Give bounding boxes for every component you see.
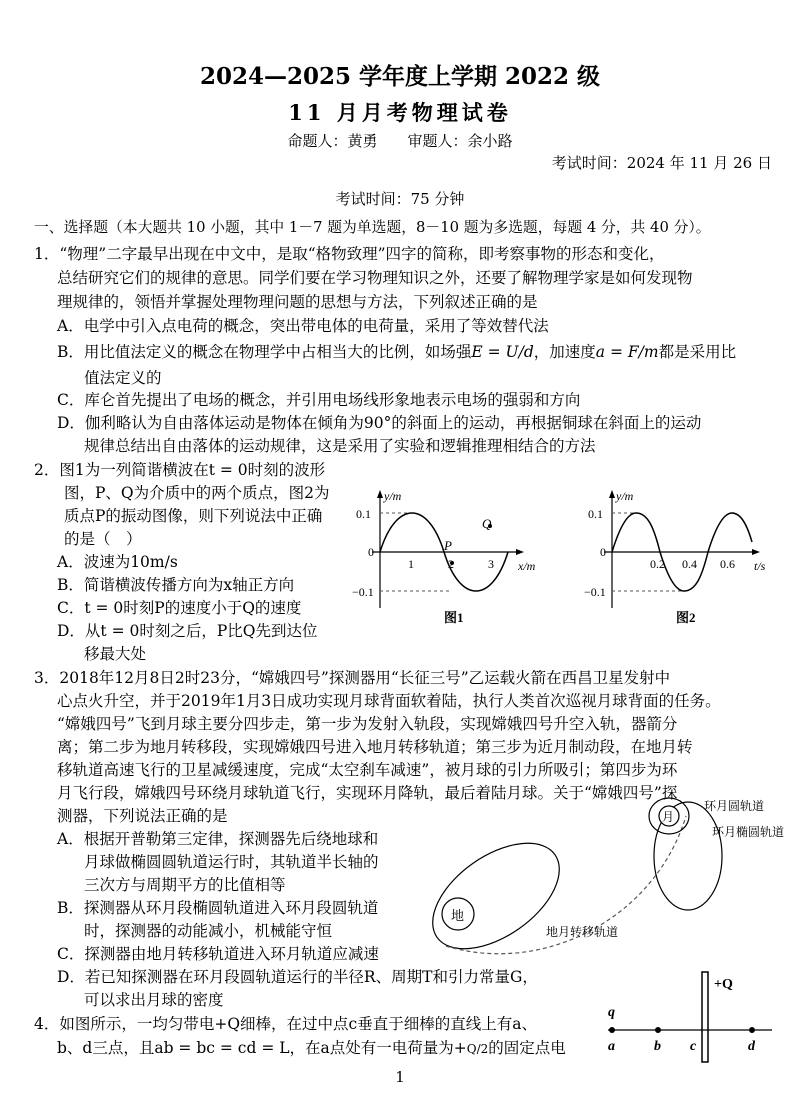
q2-stem-line-3: 质点P的振动图像，则下列说法中正确 xyxy=(64,507,323,525)
q4-stem-line-2-tail: 的固定点电 xyxy=(488,1039,566,1057)
fig1-xtick-1: 1 xyxy=(408,557,414,571)
q3-stem-line-3: “嫦娥四号”飞到月球主要分四步走，第一步为发射入轨段，实现嫦娥四号升空入轨，器箭分 xyxy=(57,715,678,733)
author-line: 命题人：黄勇 审题人：余小路 xyxy=(287,132,513,150)
exam-subtitle: 11 月月考物理试卷 xyxy=(288,100,512,125)
label-c: c xyxy=(690,1039,697,1054)
q2-option-d-cont: 移最大处 xyxy=(84,645,147,663)
q3-option-a-cont-1: 月球做椭圆圆轨道运行时，其轨道半长轴的 xyxy=(84,853,379,871)
exam-duration: 考试时间：75 分钟 xyxy=(335,190,465,208)
fig1-ytick-bottom: −0.1 xyxy=(352,585,374,599)
q2-option-d: D．从t = 0时刻之后，P比Q先到达位 xyxy=(57,622,318,640)
label-transfer-orbit: 地月转移轨道 xyxy=(546,925,619,939)
fig1-xtick-2: 2 xyxy=(448,557,454,571)
charge-q-label: q xyxy=(608,1005,615,1020)
q2-figure-1 xyxy=(340,488,540,628)
q2-option-b: B．简谐横波传播方向为x轴正方向 xyxy=(57,576,295,594)
q1-stem-line-2: 总结研究它们的规律的意思。同学们要在学习物理知识之外，还要了解物理学家是如何发现物 xyxy=(57,269,693,287)
q1-option-c: C．库仑首先提出了电场的概念，并引用电场线形象地表示电场的强弱和方向 xyxy=(57,391,581,409)
q2-stem-line-2: 图，P、Q为介质中的两个质点，图2为 xyxy=(64,484,330,502)
fig1-label-q: Q xyxy=(482,516,492,531)
fig1-ytick-zero: 0 xyxy=(368,545,374,559)
q3-option-b-cont: 时，探测器的动能减小，机械能守恒 xyxy=(84,922,333,940)
fig2-xlabel: t/s xyxy=(754,559,766,573)
q3-option-d-cont: 可以求出月球的密度 xyxy=(84,991,224,1009)
fig1-xlabel: x/m xyxy=(518,559,536,573)
q1-option-b-tail: 都是采用比 xyxy=(658,343,737,361)
fig2-caption: 图2 xyxy=(676,610,696,625)
fig1-x-arrow xyxy=(516,549,524,555)
q3-option-b: B．探测器从环月段椭圆轨道进入环月段圆轨道 xyxy=(57,899,379,917)
fig2-ytick-bottom: −0.1 xyxy=(584,585,606,599)
q3-stem-line-6: 月飞行段，嫦娥四号环绕月球轨道飞行，实现环月降轨，最后着陆月球。关于“嫦娥四号”探 xyxy=(57,784,678,802)
fig2-xtick-1: 0.2 xyxy=(650,557,665,571)
earth-label: 地 xyxy=(451,908,465,923)
q1-option-b-formula-a: a = F/m xyxy=(595,343,659,361)
q3-option-a: A．根据开普勒第三定律，探测器先后绕地球和 xyxy=(57,830,379,848)
point-a xyxy=(609,1027,615,1033)
q1-option-b-cont: 值法定义的 xyxy=(84,369,162,387)
q1-stem-line-3: 理规律的，领悟并掌握处理物理问题的思想与方法，下列叙述正确的是 xyxy=(57,293,538,311)
label-lunar-ellipse-orbit: 环月椭圆轨道 xyxy=(712,825,785,839)
charged-rod xyxy=(702,972,708,1062)
fig1-ytick-top: 0.1 xyxy=(356,507,371,521)
point-b xyxy=(655,1027,661,1033)
q1-option-b xyxy=(57,342,736,362)
q2-option-a: A．波速为10m/s xyxy=(57,553,178,571)
fig1-y-arrow xyxy=(377,490,383,498)
fig2-xtick-3: 0.6 xyxy=(720,557,735,571)
exam-title: 2024—2025 学年度上学期 2022 级 xyxy=(199,63,601,90)
label-b: b xyxy=(654,1039,661,1054)
label-a: a xyxy=(608,1039,615,1054)
q3-option-a-cont-2: 三次方与周期平方的比值相等 xyxy=(84,876,286,894)
page-number: 1 xyxy=(395,1068,405,1086)
q1-option-b-mid: ，加速度 xyxy=(533,343,596,361)
label-d: d xyxy=(748,1039,755,1054)
point-d xyxy=(749,1027,755,1033)
q3-orbit-figure xyxy=(426,796,786,956)
q2-stem-line-1: 2．图1为一列简谐横波在t = 0时刻的波形 xyxy=(34,461,326,479)
q4-stem-line-1: 4．如图所示，一均匀带电+Q细棒，在过中点c垂直于细棒的直线上有a、 xyxy=(34,1015,537,1033)
q3-stem-line-7: 测器，下列说法正确的是 xyxy=(57,807,228,825)
q1-option-b-formula-e: E = U/d xyxy=(471,343,534,361)
fig1-xtick-3: 3 xyxy=(488,557,494,571)
section-title: 一、选择题（本大题共 10 小题，其中 1－7 题为单选题，8－10 题为多选题，每题 4 分，共 40 分）。 xyxy=(34,219,711,236)
q3-stem-line-4: 离；第二步为地月转移段，实现嫦娥四号进入地月转移轨道；第三步为近月制动段，在地月转 xyxy=(57,738,693,756)
q1-option-b-text: B．用比值法定义的概念在物理学中占相当大的比例，如场强 xyxy=(57,343,472,361)
fig2-x-arrow xyxy=(752,549,760,555)
q1-option-a: A．电学中引入点电荷的概念，突出带电体的电荷量，采用了等效替代法 xyxy=(57,317,549,335)
q3-option-d: D．若已知探测器在环月段圆轨道运行的半径R、周期T和引力常量G， xyxy=(57,968,538,986)
fig1-caption: 图1 xyxy=(444,610,464,625)
q1-option-d-cont: 规律总结出自由落体的运动规律，这是采用了实验和逻辑推理相结合的方法 xyxy=(84,437,596,455)
q3-stem-line-1: 3．2018年12月8日2时23分，“嫦娥四号”探测器用“长征三号”乙运载火箭在西昌卫星发射中 xyxy=(34,669,671,687)
q4-stem-line-2 xyxy=(57,1038,566,1059)
moon-label: 月 xyxy=(662,810,675,824)
exam-date: 考试时间：2024 年 11 月 26 日 xyxy=(551,154,772,172)
fig1-ylabel: y/m xyxy=(384,489,402,503)
q1-stem-line-1: 1．“物理”二字最早出现在中文中，是取“格物致理”四字的简称，即考察事物的形态和变化， xyxy=(34,245,665,263)
label-lunar-circle-orbit: 环月圆轨道 xyxy=(704,799,765,813)
q4-stem-line-2-text: b、d三点，且ab = bc = cd = L，在a点处有一电荷量为+ xyxy=(57,1039,467,1057)
fig2-ylabel: y/m xyxy=(616,489,634,503)
fig2-xtick-2: 0.4 xyxy=(682,557,697,571)
q1-option-d: D．伽利略认为自由落体运动是物体在倾角为90°的斜面上的运动，再根据铜球在斜面上的运动 xyxy=(57,414,702,432)
q4-charge-fraction: Q/2 xyxy=(466,1042,489,1056)
q2-figure-2 xyxy=(572,488,772,628)
q2-option-c: C．t = 0时刻P的速度小于Q的速度 xyxy=(57,599,302,617)
rod-label: +Q xyxy=(714,977,733,992)
q3-option-c: C．探测器由地月转移轨道进入环月轨道应减速 xyxy=(57,945,379,963)
fig2-ytick-top: 0.1 xyxy=(588,507,603,521)
q3-stem-line-2: 心点火升空，并于2019年1月3日成功实现月球背面软着陆，执行人类首次巡视月球背面的任务。 xyxy=(57,692,721,710)
fig2-y-arrow xyxy=(609,490,615,498)
q3-stem-line-5: 移轨道高速飞行的卫星减缓速度，完成“太空刹车减速”，被月球的引力所吸引；第四步为环 xyxy=(57,761,678,779)
q4-charge-figure xyxy=(596,968,786,1068)
q2-stem-line-4: 的是（ ） xyxy=(64,530,142,548)
fig2-ytick-zero: 0 xyxy=(600,545,606,559)
fig1-label-p: P xyxy=(444,538,452,553)
